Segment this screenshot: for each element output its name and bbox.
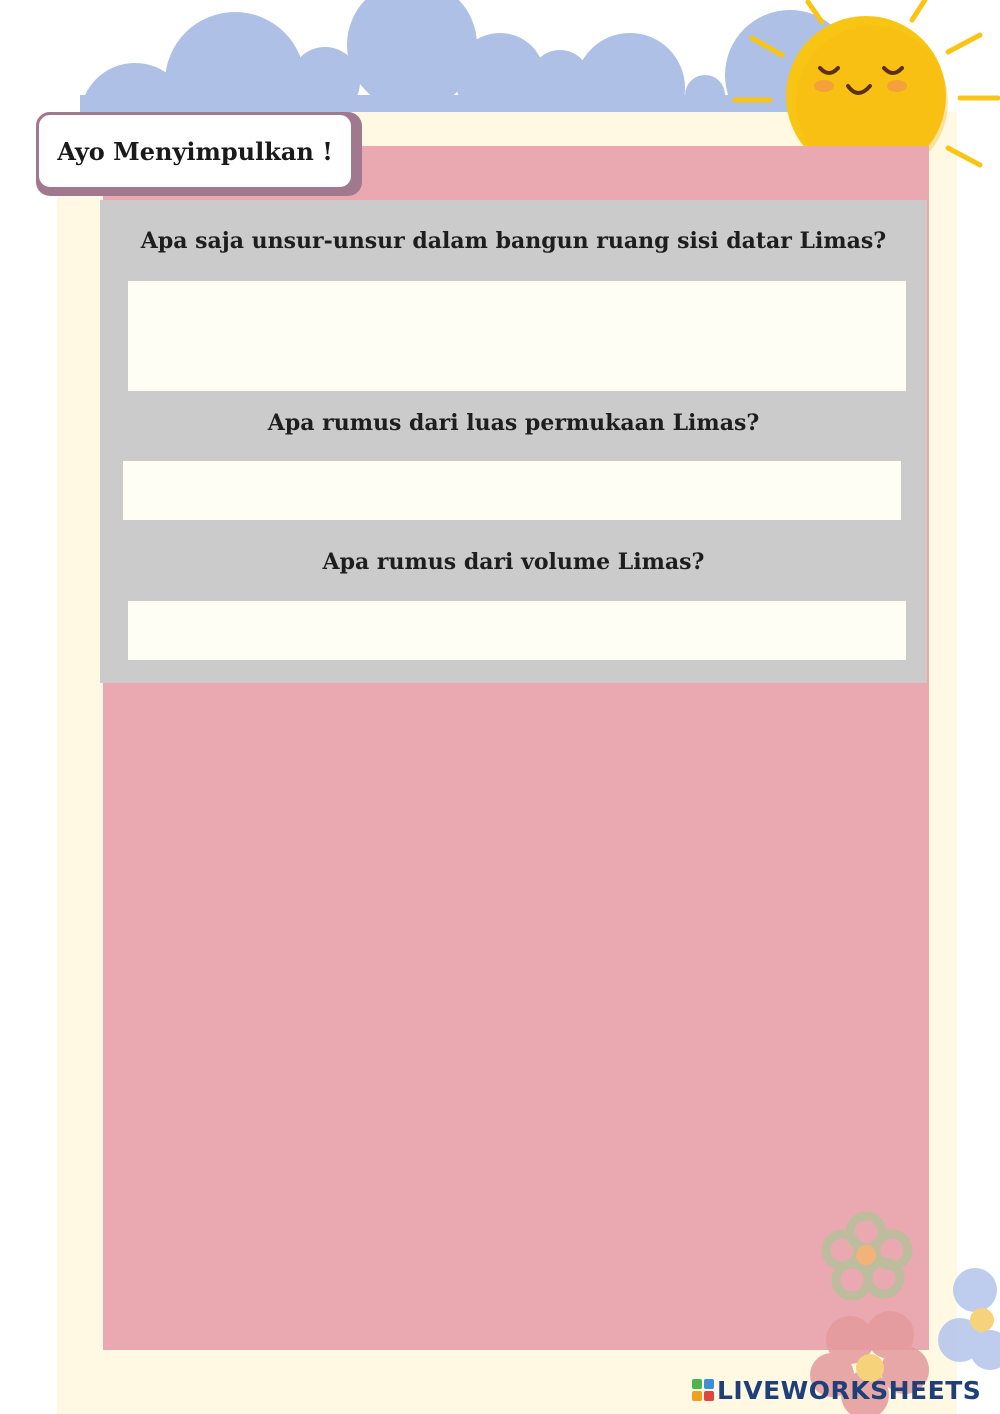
answer-field-1[interactable] bbox=[128, 281, 906, 391]
liveworksheets-brand bbox=[692, 1374, 981, 1406]
question-3: Apa rumus dari volume Limas? bbox=[322, 549, 705, 575]
answer-field-2[interactable] bbox=[123, 461, 901, 520]
answer-field-3[interactable] bbox=[128, 601, 906, 660]
question-2: Apa rumus dari luas permukaan Limas? bbox=[267, 410, 760, 436]
question-1: Apa saja unsur-unsur dalam bangun ruang sisi datar Limas? bbox=[140, 228, 887, 254]
liveworksheets-logo-icon bbox=[692, 1379, 714, 1401]
brand-name: LIVEWORKSHEETS bbox=[717, 1375, 982, 1405]
question-card bbox=[100, 200, 927, 683]
page-title: Ayo Menyimpulkan ! bbox=[36, 112, 354, 190]
